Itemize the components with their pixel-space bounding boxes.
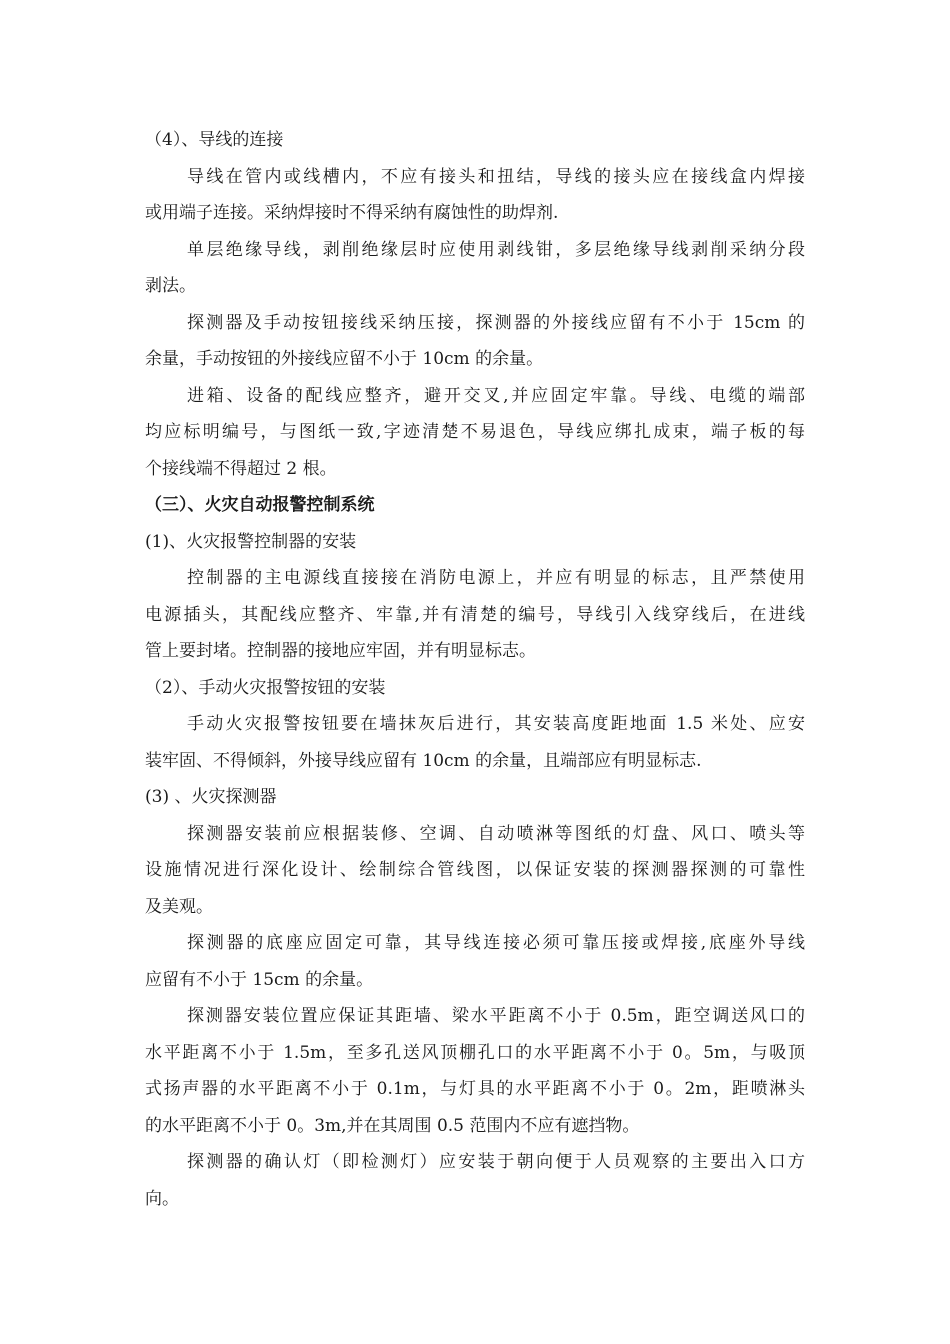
paragraph [145, 560, 805, 670]
paragraph [145, 378, 805, 488]
paragraph-line: 或用端子连接。采纳焊接时不得采纳有腐蚀性的助焊剂. [145, 203, 559, 223]
paragraph-line: 剥法。 [145, 276, 196, 296]
paragraph-line: 水平距离不小于 1.5m，至多孔送风顶棚孔口的水平距离不小于 0。5m，与吸顶 [145, 1042, 805, 1063]
paragraph-line: 及美观。 [145, 896, 213, 917]
paragraph-line: 个接线端不得超过 2 根。 [145, 458, 337, 479]
paragraph-line: 管上要封堵。控制器的接地应牢固，并有明显标志。 [145, 641, 536, 661]
section-title [145, 487, 805, 524]
paragraph-line: 进箱、设备的配线应整齐，避开交叉,并应固定牢靠。导线、电缆的端部 [187, 385, 805, 406]
paragraph-line: 探测器安装前应根据装修、空调、自动喷淋等图纸的灯盘、风口、喷头等 [187, 823, 805, 844]
paragraph-line: 余量，手动按钮的外接线应留不小于 10cm 的余量。 [145, 349, 544, 369]
paragraph-line: 均应标明编号，与图纸一致,字迹清楚不易退色，导线应绑扎成束，端子板的每 [145, 422, 805, 442]
paragraph-line: 手动火灾报警按钮要在墙抹灰后进行，其安装高度距地面 1.5 米处、应安 [187, 714, 805, 734]
paragraph-line: 的水平距离不小于 0。3m,并在其周围 0.5 范围内不应有遮挡物。 [145, 1115, 640, 1136]
subsection-heading [145, 122, 805, 159]
heading-text: （4）、导线的连接 [145, 130, 284, 150]
paragraph [145, 1144, 805, 1217]
subsection-heading [145, 524, 805, 561]
paragraph-line: 设施情况进行深化设计、绘制综合管线图，以保证安装的探测器探测的可靠性 [145, 860, 805, 880]
paragraph-line: 控制器的主电源线直接接在消防电源上，并应有明显的标志，且严禁使用 [187, 568, 805, 588]
paragraph-line: 探测器的确认灯（即检测灯）应安装于朝向便于人员观察的主要出入口方 [187, 1152, 805, 1172]
heading-text: (3) 、火灾探测器 [145, 787, 277, 807]
document-page [145, 122, 805, 1217]
paragraph-line: 应留有不小于 15cm 的余量。 [145, 969, 374, 990]
paragraph-line: 探测器安装位置应保证其距墙、梁水平距离不小于 0.5m，距空调送风口的 [187, 1006, 805, 1026]
paragraph-line: 探测器及手动按钮接线采纳压接，探测器的外接线应留有不小于 15cm 的 [187, 312, 805, 333]
paragraph [145, 706, 805, 779]
subsection-heading [145, 779, 805, 816]
paragraph [145, 998, 805, 1144]
paragraph-line: 向。 [145, 1188, 179, 1209]
paragraph-line: 单层绝缘导线，剥削绝缘层时应使用剥线钳，多层绝缘导线剥削采纳分段 [187, 239, 805, 260]
paragraph [145, 816, 805, 926]
paragraph-line: 装牢固、不得倾斜，外接导线应留有 10cm 的余量，且端部应有明显标志. [145, 750, 702, 771]
subsection-heading [145, 670, 805, 707]
paragraph-line: 探测器的底座应固定可靠，其导线连接必须可靠压接或焊接,底座外导线 [187, 933, 805, 953]
paragraph-line: 导线在管内或线槽内，不应有接头和扭结，导线的接头应在接线盒内焊接 [187, 166, 805, 187]
paragraph [145, 232, 805, 305]
heading-text: （2）、手动火灾报警按钮的安装 [145, 677, 386, 698]
paragraph-line: 式扬声器的水平距离不小于 0.1m，与灯具的水平距离不小于 0。2m，距喷淋头 [145, 1079, 805, 1099]
heading-text: (1)、火灾报警控制器的安装 [145, 531, 357, 552]
paragraph [145, 925, 805, 998]
paragraph [145, 159, 805, 232]
paragraph [145, 305, 805, 378]
paragraph-line: 电源插头，其配线应整齐、牢靠,并有清楚的编号，导线引入线穿线后，在进线 [145, 604, 805, 625]
heading-text: （三）、火灾自动报警控制系统 [145, 495, 375, 515]
